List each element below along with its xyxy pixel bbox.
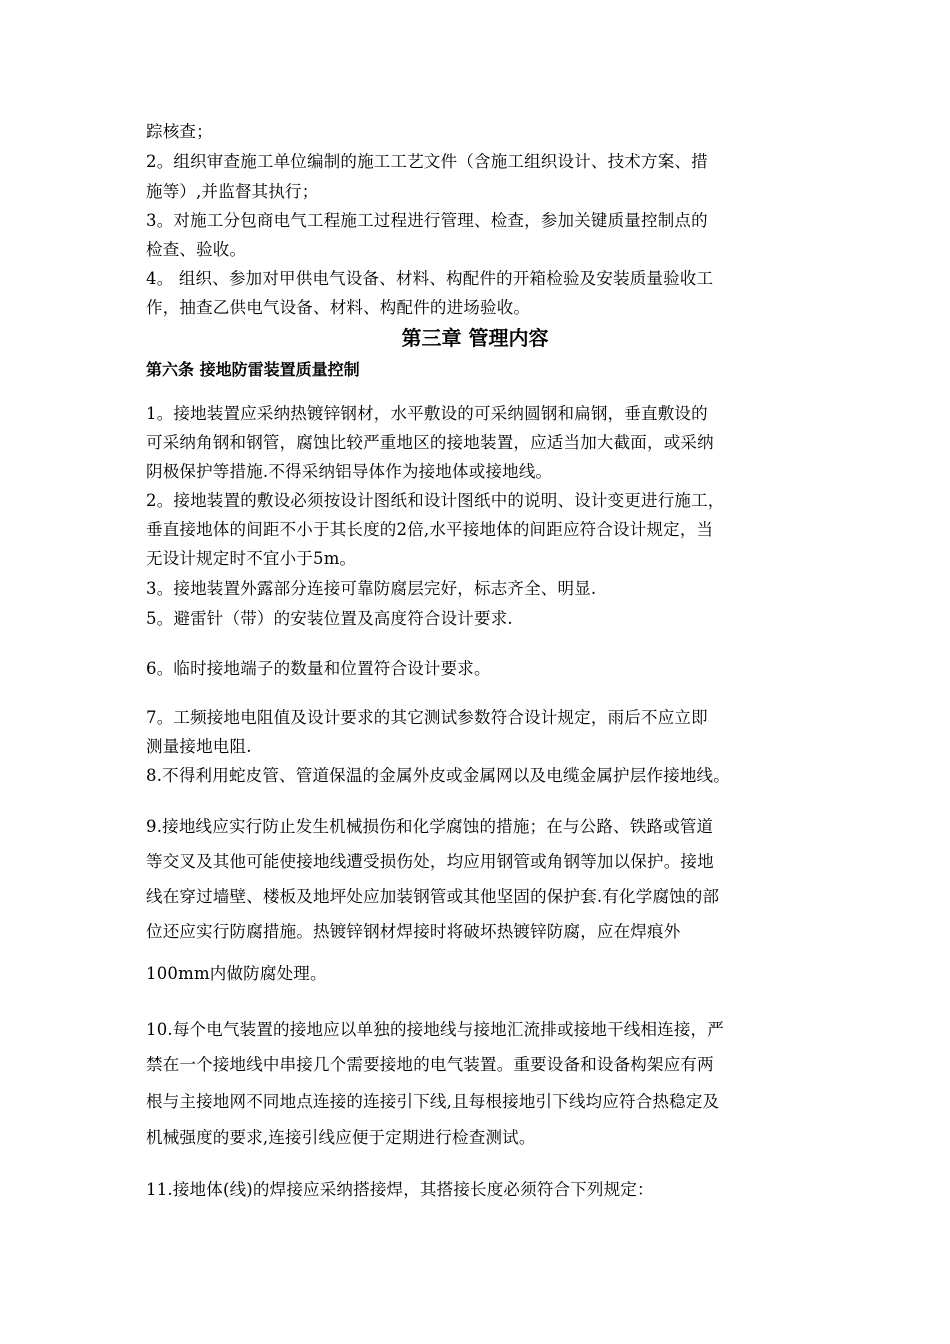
text-line: 垂直接地体的间距不小于其长度的2倍,水平接地体的间距应符合设计规定，当 (146, 520, 714, 539)
text-line: 11.接地体(线)的焊接应采纳搭接焊，其搭接长度必须符合下列规定： (146, 1180, 654, 1199)
text-line: 检查、验收。 (146, 240, 247, 259)
text-line: 1。接地装置应采纳热镀锌钢材，水平敷设的可采纳圆钢和扁钢，垂直敷设的 (146, 404, 708, 423)
text-line: 3。对施工分包商电气工程施工过程进行管理、检查，参加关键质量控制点的 (146, 211, 708, 230)
text-line: 100mm内做防腐处理。 (146, 964, 327, 983)
chapter-title: 第三章 管理内容 (401, 326, 549, 350)
text-line: 9.接地线应实行防止发生机械损伤和化学腐蚀的措施；在与公路、铁路或管道 (146, 817, 714, 836)
text-line: 阴极保护等措施.不得采纳铝导体作为接地体或接地线。 (146, 462, 553, 481)
text-line: 位还应实行防腐措施。热镀锌钢材焊接时将破坏热镀锌防腐，应在焊痕外 (146, 922, 681, 941)
text-line: 踪核查； (146, 122, 213, 141)
text-line: 可采纳角钢和钢管，腐蚀比较严重地区的接地装置，应适当加大截面，或采纳 (146, 433, 714, 452)
text-line: 2。接地装置的敷设必须按设计图纸和设计图纸中的说明、设计变更进行施工， (146, 491, 725, 510)
text-line: 2。组织审查施工单位编制的施工工艺文件（含施工组织设计、技术方案、措 (146, 152, 708, 171)
text-line: 作，抽查乙供电气设备、材料、构配件的进场验收。 (146, 298, 531, 317)
text-line: 施等）,并监督其执行； (146, 182, 319, 201)
text-line: 7。工频接地电阻值及设计要求的其它测试参数符合设计规定，雨后不应立即 (146, 708, 708, 727)
text-line: 线在穿过墙壁、楼板及地坪处应加装钢管或其他坚固的保护套.有化学腐蚀的部 (146, 887, 720, 906)
text-line: 4。 组织、参加对甲供电气设备、材料、构配件的开箱检验及安装质量验收工 (146, 269, 714, 288)
text-line: 禁在一个接地线中串接几个需要接地的电气装置。重要设备和设备构架应有两 (146, 1055, 714, 1074)
text-line: 机械强度的要求,连接引线应便于定期进行检查测试。 (146, 1128, 536, 1147)
text-line: 8.不得利用蛇皮管、管道保温的金属外皮或金属网以及电缆金属护层作接地线。 (146, 766, 730, 785)
text-line: 根与主接地网不同地点连接的连接引下线,且每根接地引下线均应符合热稳定及 (146, 1092, 720, 1111)
section-title: 第六条 接地防雷装置质量控制 (146, 360, 360, 379)
text-line: 测量接地电阻. (146, 737, 252, 756)
text-line: 3。接地装置外露部分连接可靠防腐层完好，标志齐全、明显. (146, 579, 597, 598)
text-line: 5。避雷针（带）的安装位置及高度符合设计要求. (146, 609, 513, 628)
text-line: 6。临时接地端子的数量和位置符合设计要求。 (146, 659, 491, 678)
text-line: 无设计规定时不宜小于5m。 (146, 549, 357, 568)
text-line: 10.每个电气装置的接地应以单独的接地线与接地汇流排或接地干线相连接，严 (146, 1020, 724, 1039)
text-line: 等交叉及其他可能使接地线遭受损伤处，均应用钢管或角钢等加以保护。接地 (146, 852, 714, 871)
